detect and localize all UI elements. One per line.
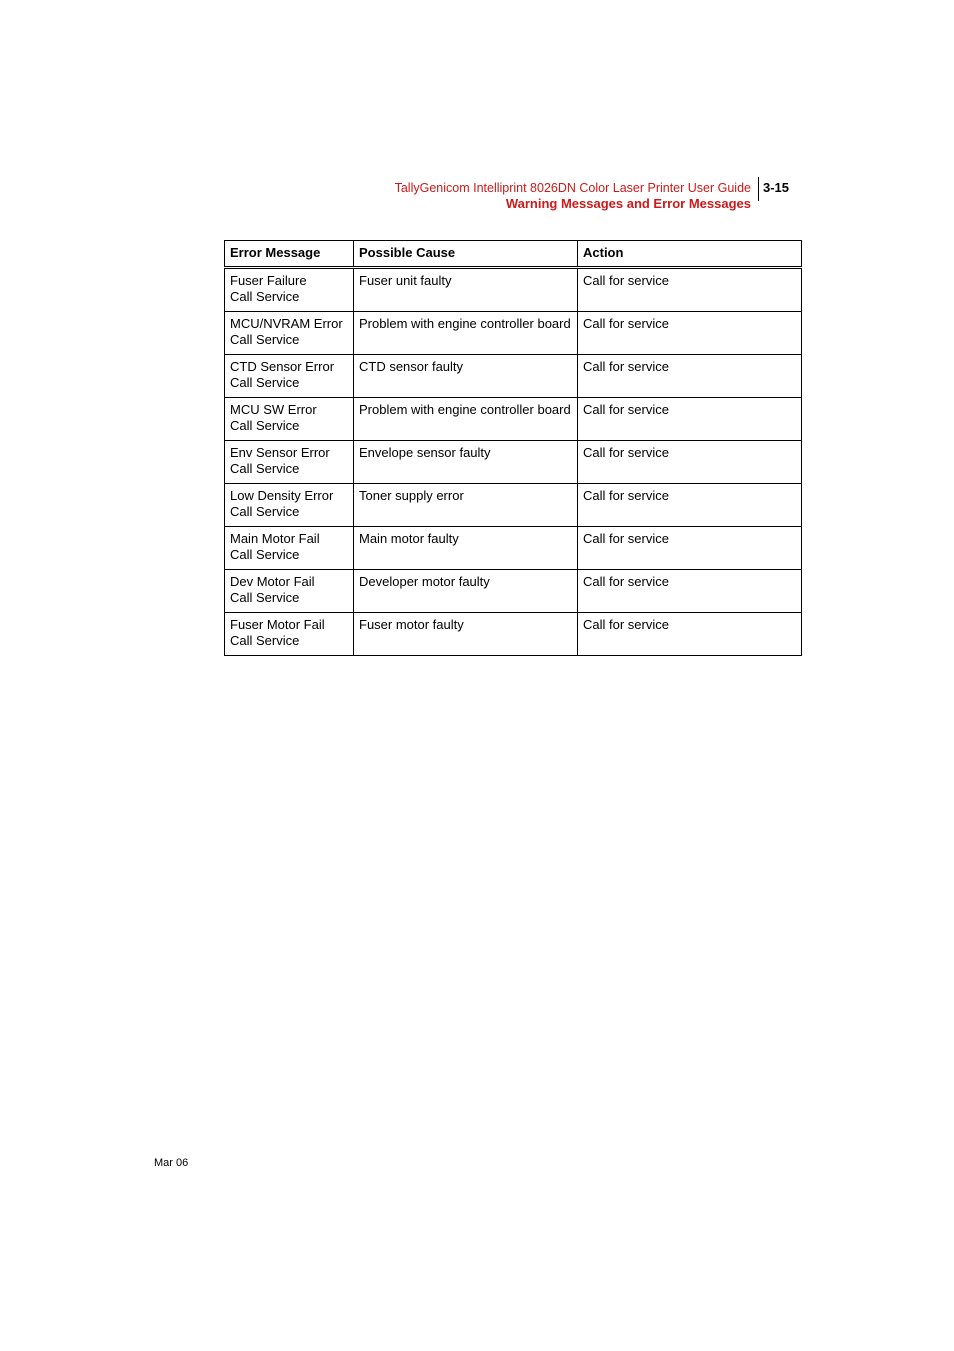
error-message-cell [225,570,354,613]
header-divider [758,177,759,201]
table-row [225,268,802,312]
table-row [225,441,802,484]
possible-cause-cell: Main motor faulty [354,527,578,570]
error-message-cell [225,527,354,570]
error-message-instruction: Call Service [230,418,300,433]
section-title: Warning Messages and Error Messages [505,196,751,211]
error-message-name: Main Motor Fail [230,531,320,546]
footer-date: Mar 06 [154,1157,189,1169]
table-row [225,484,802,527]
error-message-table [224,240,802,656]
action-cell: Call for service [578,312,802,355]
possible-cause-cell: Envelope sensor faulty [354,441,578,484]
column-header-possible-cause: Possible Cause [354,241,578,268]
error-message-cell [225,312,354,355]
error-message-name: MCU SW Error [230,402,317,417]
table-row [225,312,802,355]
running-header [0,180,751,211]
error-message-name: Env Sensor Error [230,445,330,460]
error-message-name: Fuser Motor Fail [230,617,325,632]
error-message-cell [225,398,354,441]
error-message-instruction: Call Service [230,332,300,347]
table-row [225,570,802,613]
table-header-row [225,241,802,268]
error-message-name: CTD Sensor Error [230,359,335,374]
guide-title: TallyGenicom Intelliprint 8026DN Color Laser Printer User Guide [394,181,751,195]
error-message-name: Low Density Error [230,488,334,503]
action-cell: Call for service [578,441,802,484]
error-message-name: MCU/NVRAM Error [230,316,343,331]
possible-cause-cell: Fuser motor faulty [354,613,578,656]
table-row [225,398,802,441]
error-message-cell [225,613,354,656]
table-row [225,355,802,398]
error-message-instruction: Call Service [230,289,300,304]
possible-cause-cell: Problem with engine controller board [354,398,578,441]
error-message-cell [225,484,354,527]
possible-cause-cell: Fuser unit faulty [354,268,578,312]
error-message-cell [225,268,354,312]
possible-cause-cell: Developer motor faulty [354,570,578,613]
error-message-cell [225,355,354,398]
action-cell: Call for service [578,613,802,656]
action-cell: Call for service [578,398,802,441]
action-cell: Call for service [578,484,802,527]
action-cell: Call for service [578,527,802,570]
error-message-instruction: Call Service [230,461,300,476]
error-message-instruction: Call Service [230,547,300,562]
error-message-instruction: Call Service [230,375,300,390]
error-message-instruction: Call Service [230,633,300,648]
action-cell: Call for service [578,355,802,398]
table-row [225,613,802,656]
table-row [225,527,802,570]
column-header-action: Action [578,241,802,268]
error-message-name: Dev Motor Fail [230,574,315,589]
possible-cause-cell: CTD sensor faulty [354,355,578,398]
possible-cause-cell: Toner supply error [354,484,578,527]
action-cell: Call for service [578,268,802,312]
error-message-instruction: Call Service [230,504,300,519]
column-header-error-message: Error Message [225,241,354,268]
possible-cause-cell: Problem with engine controller board [354,312,578,355]
page-number: 3-15 [763,180,790,195]
error-message-name: Fuser Failure [230,273,307,288]
error-message-cell [225,441,354,484]
error-message-instruction: Call Service [230,590,300,605]
action-cell: Call for service [578,570,802,613]
